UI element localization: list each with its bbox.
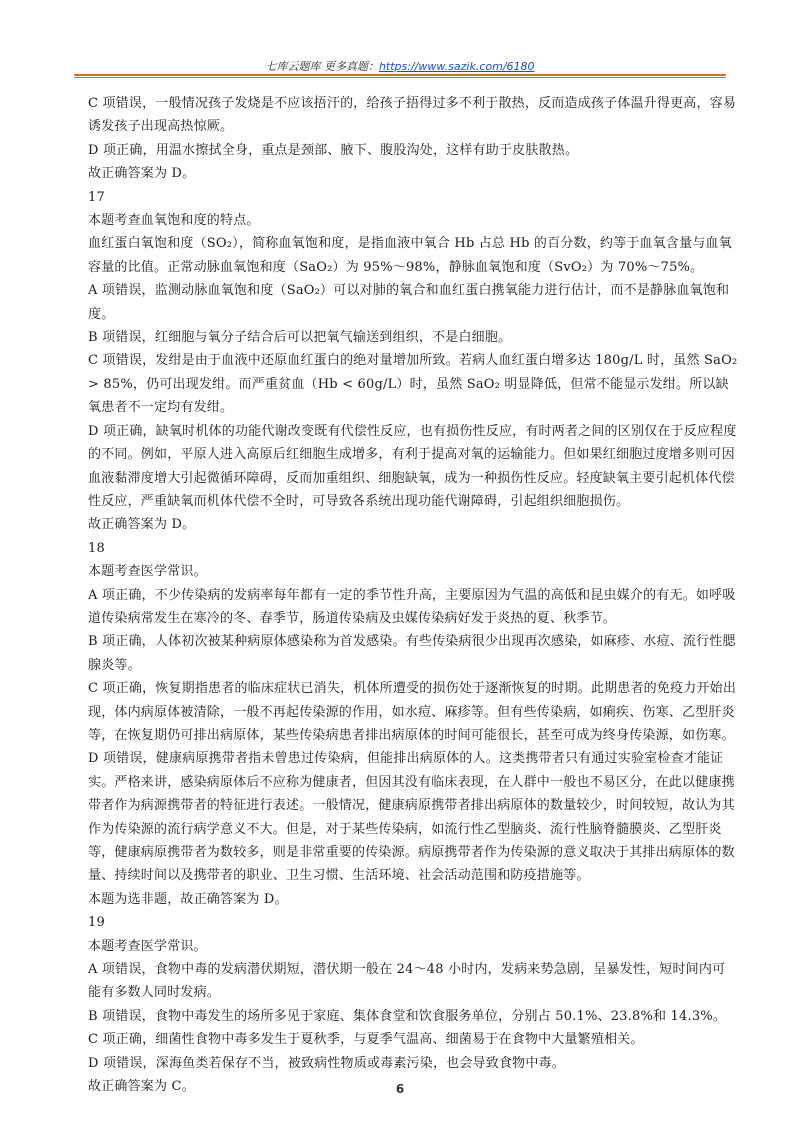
header-rule-thick [74, 74, 726, 76]
paragraph: C 项正确，细菌性食物中毒多发生于夏秋季，与夏季气温高、细菌易于在食物中大量繁殖相关。 [88, 1032, 644, 1048]
paragraph: D 项错误，健康病原携带者指未曾患过传染病，但能排出病原体的人。这类携带者只有通过实验室检查才能证实。严格来讲，感染病原体后不应称为健康者，但因其没有临床表现，在人群中一般也不易区分，在此以健康携带者作为病源携带者的特征进行表述。一般情况，健康病原携带者排出病原体的数量较少，时间较短，故认为其作为传染源的流行病学意义不大。但是，对于某些传染病，如流行性乙型脑炎、流行性脑脊髓膜炎、乙型肝炎等，健康病原携带者为数较多，则是非常重要的传染源。病原携带者作为传染源的意义取决于其排出病原体的数量、持续时间以及携带者的职业、卫生习惯、生活环境、社会活动范围和防疫措施等。 [88, 751, 735, 884]
header-site-name: 七库云题库 [265, 60, 321, 73]
question-number: 18 [88, 540, 105, 556]
paragraph: D 项错误，深海鱼类若保存不当，被致病性物质或毒素污染，也会导致食物中毒。 [88, 1055, 565, 1071]
question-number: 17 [88, 189, 105, 205]
header-url-link[interactable]: https://www.sazik.com/6180 [378, 60, 535, 73]
document-body [88, 92, 738, 1098]
page-header [0, 58, 800, 74]
paragraph: C 项错误，发绀是由于血液中还原血红蛋白的绝对量增加所致。若病人血红蛋白增多达 180g/L 时，虽然 SaO₂ > 85%，仍可出现发绀。而严重贫血（Hb < 60g/L）时，虽然 SaO₂ 明显降低，但常不能显示发绀。所以缺氧患者不一定均有发绀。 [88, 353, 738, 416]
paragraph: B 项错误，红细胞与氧分子结合后可以把氧气输送到组织，不是白细胞。 [88, 330, 512, 346]
header-more-label: 更多真题： [320, 60, 379, 73]
paragraph: 血红蛋白氧饱和度（SO₂），简称血氧饱和度，是指血液中氧合 Hb 占总 Hb 的百分数，约等于血氧含量与血氧容量的比值。正常动脉血氧饱和度（SaO₂）为 95%～98%，静脉血氧饱和度（SvO₂）为 70%～75%。 [88, 236, 732, 275]
paragraph: D 项正确，用温水擦拭全身，重点是颈部、腋下、腹股沟处，这样有助于皮肤散热。 [88, 142, 579, 158]
paragraph: 本题为选非题，故正确答案为 D。 [88, 891, 288, 907]
paragraph: C 项错误，一般情况孩子发烧是不应该捂汗的，给孩子捂得过多不利于散热，反而造成孩子体温升得更高，容易诱发孩子出现高热惊厥。 [88, 96, 737, 135]
paragraph: 本题考查医学常识。 [88, 564, 207, 580]
paragraph: 故正确答案为 D。 [88, 166, 196, 182]
header-rule-thin [74, 77, 726, 78]
paragraph: C 项正确，恢复期指患者的临床症状已消失，机体所遭受的损伤处于逐渐恢复的时期。此期患者的免疫力开始出现，体内病原体被清除，一般不再起传染源的作用，如水痘、麻疹等。但有些传染病，如痢疾、伤寒、乙型肝炎等，在恢复期仍可排出病原体，某些传染病患者排出病原体的时间可能很长，甚至可成为终身传染源，如伤寒。 [88, 681, 737, 743]
page-number: 6 [395, 1082, 405, 1096]
paragraph: A 项正确，不少传染病的发病率每年都有一定的季节性升高，主要原因为气温的高低和昆虫媒介的有无。如呼吸道传染病常发生在寒冷的冬、春季节，肠道传染病及虫媒传染病好发于炎热的夏、秋季节。 [88, 587, 736, 626]
paragraph: A 项错误，食物中毒的发病潜伏期短，潜伏期一般在 24～48 小时内，发病来势急剧，呈暴发性，短时间内可能有多数人同时发病。 [88, 962, 726, 1001]
question-number: 19 [88, 915, 105, 931]
paragraph: D 项正确，缺氧时机体的功能代谢改变既有代偿性反应，也有损伤性反应，有时两者之间的区别仅在于反应程度的不同。例如，平原人进入高原后红细胞生成增多，有利于提高对氧的运输能力。但如果红细胞过度增多则可因血液黏滞度增大引起微循环障碍，反而加重组织、细胞缺氧，成为一种损伤性反应。轻度缺氧主要引起机体代偿性反应，严重缺氧而机体代偿不全时，可导致各系统出现功能代谢障碍，引起组织细胞损伤。 [88, 423, 737, 509]
paragraph: 本题考查血氧饱和度的特点。 [88, 213, 260, 229]
paragraph: B 项正确，人体初次被某种病原体感染称为首发感染。有些传染病很少出现再次感染，如麻疹、水痘、流行性腮腺炎等。 [88, 634, 736, 673]
paragraph: 故正确答案为 C。 [88, 1079, 195, 1095]
paragraph: 本题考查医学常识。 [88, 938, 207, 954]
paragraph: 故正确答案为 D。 [88, 517, 196, 533]
paragraph: A 项错误，监测动脉血氧饱和度（SaO₂）可以对肺的氧合和血红蛋白携氧能力进行估计，而不是静脉血氧饱和度。 [88, 283, 730, 322]
paragraph: B 项错误，食物中毒发生的场所多见于家庭、集体食堂和饮食服务单位，分别占 50.1%、23.8%和 14.3%。 [88, 1008, 727, 1024]
